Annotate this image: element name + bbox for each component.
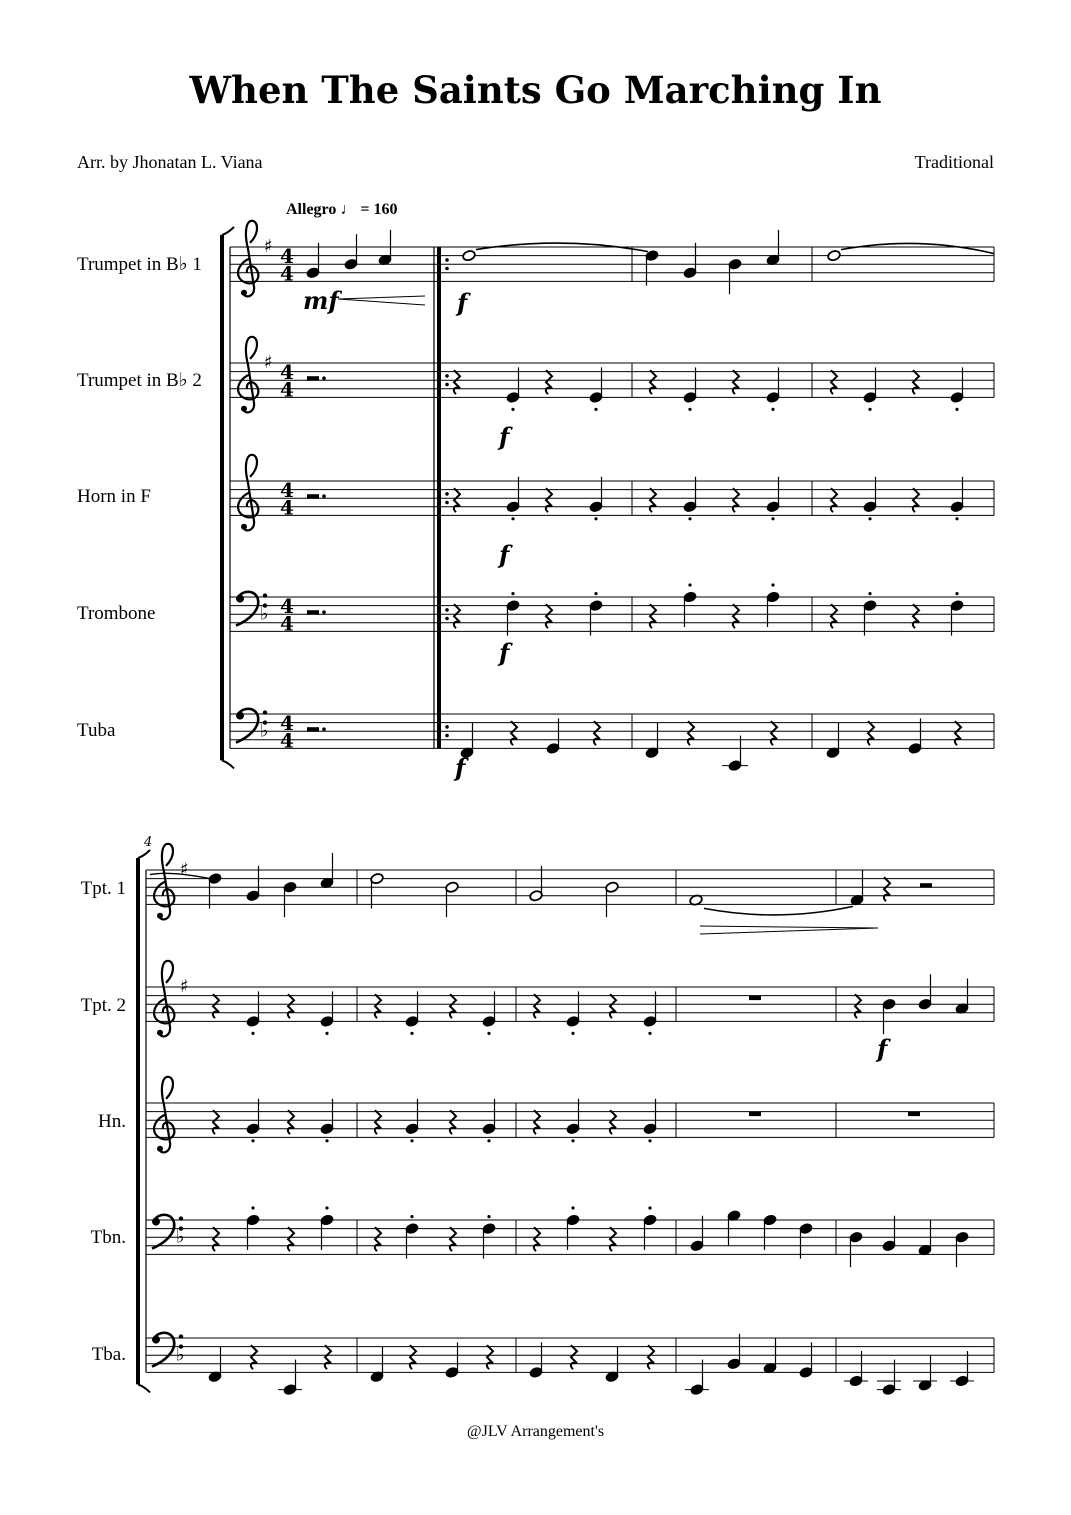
footer-credit: @JLV Arrangement's: [466, 1423, 605, 1440]
staccato-dot: [688, 408, 691, 411]
staccato-dot: [688, 517, 691, 520]
quarter-rest: [648, 1345, 654, 1369]
staccato-dot: [571, 1032, 574, 1035]
quarter-rest: [913, 604, 919, 628]
staccato-dot: [571, 1139, 574, 1142]
quarter-rest: [594, 721, 600, 745]
dynamic-f: f: [499, 638, 510, 667]
time-signature-bottom: 4: [280, 377, 294, 402]
key-signature-sharp: ♯: [264, 236, 273, 258]
whole-rest: [749, 996, 761, 1001]
tempo-text: Allegro: [286, 201, 337, 218]
crescendo-hairpin: [338, 296, 425, 305]
repeat-dot: [445, 734, 449, 738]
measure-number: 4: [144, 835, 153, 850]
decrescendo-hairpin: [700, 926, 878, 934]
treble-clef-icon: [238, 337, 258, 413]
quarter-rest: [868, 721, 874, 745]
half-rest: [307, 376, 319, 381]
quarter-rest: [375, 1110, 381, 1134]
quarter-rest: [831, 370, 837, 394]
staccato-dot: [771, 517, 774, 520]
quarter-rest: [450, 994, 456, 1018]
quarter-rest: [610, 1110, 616, 1134]
quarter-rest: [733, 604, 739, 628]
quarter-rest: [650, 604, 656, 628]
staccato-dot: [955, 592, 958, 595]
instrument-name-trumpet-1: Trumpet in B♭ 1: [77, 254, 202, 275]
quarter-rest: [546, 604, 552, 628]
repeat-dot: [445, 374, 449, 378]
half-rest: [920, 883, 932, 888]
quarter-rest: [288, 994, 294, 1018]
staccato-dot: [251, 1139, 254, 1142]
instrument-name-trumpet-2: Trumpet in B♭ 2: [77, 370, 202, 391]
repeat-dot: [445, 492, 449, 496]
dynamic-f: f: [499, 540, 510, 569]
time-signature-bottom: 4: [280, 611, 294, 636]
instrument-short-trumpet-1: Tpt. 1: [80, 878, 126, 899]
staccato-dot: [688, 583, 691, 586]
key-signature-flat: ♭: [176, 1344, 185, 1366]
treble-clef-icon: [238, 221, 258, 297]
staccato-dot: [868, 592, 871, 595]
staccato-dot: [594, 517, 597, 520]
quarter-rest: [511, 721, 517, 745]
quarter-rest: [650, 370, 656, 394]
time-signature-top: 4: [280, 244, 294, 269]
repeat-dot: [445, 383, 449, 387]
quarter-rest: [288, 1227, 294, 1251]
time-signature-top: 4: [280, 711, 294, 736]
tempo-value: = 160: [360, 201, 398, 218]
dynamic-f: f: [499, 422, 510, 451]
staccato-dot: [511, 517, 514, 520]
whole-note-d: [827, 250, 841, 262]
bracket-hook: [138, 850, 150, 858]
dynamic-mf: mf: [303, 286, 339, 315]
key-signature-sharp: ♯: [264, 352, 273, 374]
staccato-dot: [571, 1206, 574, 1209]
treble-clef-icon: [154, 961, 174, 1037]
staccato-dot: [511, 592, 514, 595]
key-signature-sharp: ♯: [180, 976, 189, 998]
quarter-rest: [375, 1227, 381, 1251]
instrument-short-trombone: Tbn.: [90, 1227, 126, 1248]
dynamic-f: f: [877, 1034, 888, 1063]
staccato-dot: [868, 517, 871, 520]
instrument-name-trombone: Trombone: [77, 603, 156, 624]
treble-clef-icon: [154, 844, 174, 920]
dot: [322, 727, 326, 731]
staccato-dot: [955, 517, 958, 520]
repeat-dot: [445, 725, 449, 729]
quarter-rest: [733, 488, 739, 512]
quarter-rest: [771, 721, 777, 745]
quarter-rest: [913, 488, 919, 512]
staccato-dot: [251, 1032, 254, 1035]
repeat-dot: [445, 617, 449, 621]
quarter-rest: [534, 994, 540, 1018]
staccato-dot: [648, 1032, 651, 1035]
quarter-rest: [884, 877, 890, 901]
quarter-rest: [831, 488, 837, 512]
quarter-rest: [454, 604, 460, 628]
score-title: When The Saints Go Marching In: [189, 68, 882, 112]
quarter-rest: [410, 1345, 416, 1369]
quarter-note-icon: ♩: [340, 201, 357, 218]
dynamic-f: f: [455, 753, 466, 782]
staccato-dot: [511, 408, 514, 411]
key-signature-flat: ♭: [176, 1226, 185, 1248]
time-signature-bottom: 4: [280, 495, 294, 520]
staccato-dot: [955, 408, 958, 411]
quarter-rest: [546, 488, 552, 512]
key-signature-sharp: ♯: [180, 859, 189, 881]
quarter-rest: [650, 488, 656, 512]
staccato-dot: [594, 408, 597, 411]
arranger-credit: Arr. by Jhonatan L. Viana: [77, 152, 263, 172]
tie: [704, 906, 853, 915]
whole-rest: [749, 1112, 761, 1117]
half-rest: [307, 727, 319, 732]
time-signature-top: 4: [280, 478, 294, 503]
instrument-name-tuba: Tuba: [77, 720, 116, 741]
quarter-rest: [534, 1227, 540, 1251]
quarter-rest: [213, 1110, 219, 1134]
quarter-rest: [288, 1110, 294, 1134]
instrument-short-trumpet-2: Tpt. 2: [80, 995, 126, 1016]
repeat-dot: [445, 258, 449, 262]
treble-clef-icon: [238, 455, 258, 531]
quarter-rest: [251, 1345, 257, 1369]
time-signature-bottom: 4: [280, 261, 294, 286]
quarter-rest: [955, 721, 961, 745]
bracket-hook: [138, 1384, 150, 1392]
key-signature-flat: ♭: [260, 720, 269, 742]
bracket-hook: [222, 227, 234, 235]
quarter-rest: [454, 370, 460, 394]
staccato-dot: [325, 1032, 328, 1035]
dot: [322, 610, 326, 614]
quarter-rest: [325, 1345, 331, 1369]
key-signature-flat: ♭: [260, 603, 269, 625]
staccato-dot: [487, 1139, 490, 1142]
quarter-rest: [213, 994, 219, 1018]
quarter-rest: [546, 370, 552, 394]
time-signature-bottom: 4: [280, 728, 294, 753]
repeat-dot: [445, 501, 449, 505]
quarter-rest: [733, 370, 739, 394]
staccato-dot: [771, 408, 774, 411]
whole-rest: [908, 1112, 920, 1117]
staccato-dot: [487, 1032, 490, 1035]
time-signature-top: 4: [280, 360, 294, 385]
instrument-short-horn: Hn.: [98, 1111, 126, 1132]
staccato-dot: [410, 1032, 413, 1035]
treble-clef-icon: [154, 1077, 174, 1153]
quarter-rest: [213, 1227, 219, 1251]
staccato-dot: [325, 1206, 328, 1209]
quarter-rest: [450, 1227, 456, 1251]
staccato-dot: [594, 592, 597, 595]
quarter-rest: [610, 1227, 616, 1251]
quarter-rest: [855, 994, 861, 1018]
quarter-rest: [450, 1110, 456, 1134]
quarter-rest: [610, 994, 616, 1018]
quarter-rest: [688, 721, 694, 745]
staccato-dot: [410, 1215, 413, 1218]
staccato-dot: [487, 1215, 490, 1218]
quarter-rest: [571, 1345, 577, 1369]
quarter-rest: [831, 604, 837, 628]
time-signature-top: 4: [280, 594, 294, 619]
composer-credit: Traditional: [914, 152, 994, 172]
bracket-hook: [222, 760, 234, 768]
repeat-dot: [445, 608, 449, 612]
half-rest: [307, 494, 319, 499]
quarter-rest: [534, 1110, 540, 1134]
staccato-dot: [648, 1139, 651, 1142]
quarter-rest: [454, 488, 460, 512]
staccato-dot: [410, 1139, 413, 1142]
staccato-dot: [648, 1206, 651, 1209]
quarter-rest: [913, 370, 919, 394]
staccato-dot: [325, 1139, 328, 1142]
dynamic-f: f: [457, 288, 468, 317]
staccato-dot: [868, 408, 871, 411]
staccato-dot: [771, 583, 774, 586]
instrument-short-tuba: Tba.: [91, 1344, 126, 1365]
repeat-dot: [445, 267, 449, 271]
half-rest: [307, 610, 319, 615]
whole-note-d: [462, 250, 476, 262]
dot: [322, 494, 326, 498]
tie: [841, 243, 994, 253]
dot: [322, 376, 326, 380]
staccato-dot: [251, 1206, 254, 1209]
instrument-name-horn: Horn in F: [77, 486, 151, 507]
quarter-rest: [487, 1345, 493, 1369]
quarter-rest: [375, 994, 381, 1018]
